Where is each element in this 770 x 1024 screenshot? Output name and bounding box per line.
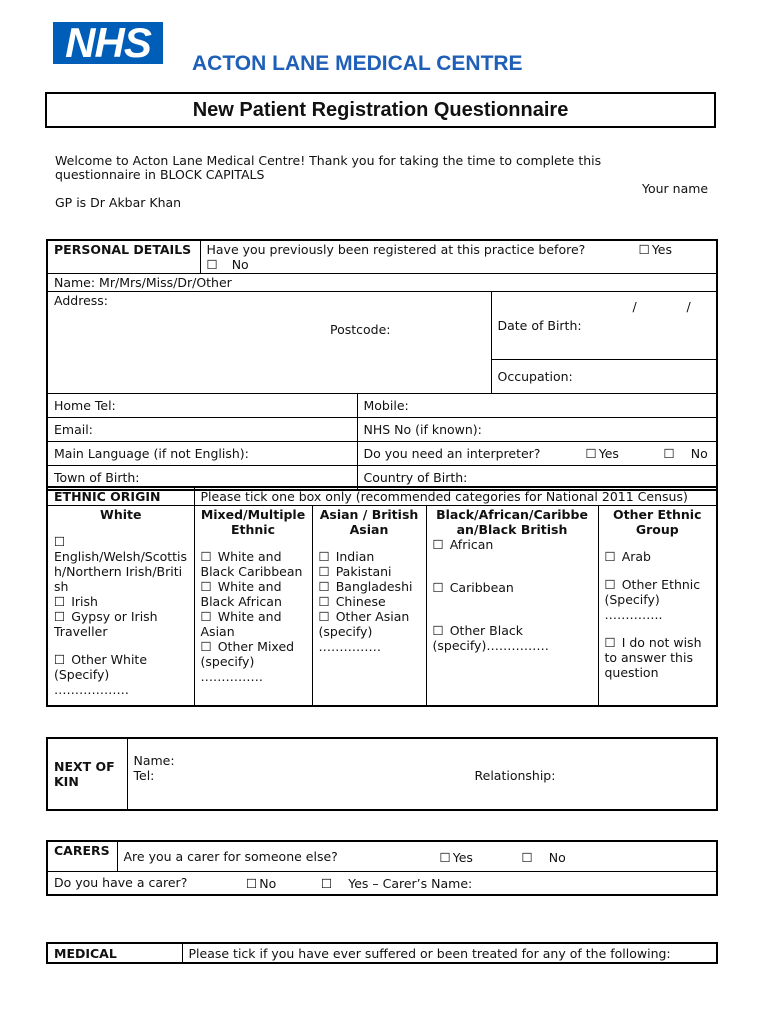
ethnic-column-other bbox=[598, 506, 717, 706]
welcome-text-line2: questionnaire in BLOCK CAPITALS bbox=[55, 167, 265, 182]
ethnic-option[interactable]: ☐ African bbox=[432, 537, 494, 552]
prev-registered-cell bbox=[200, 240, 717, 274]
mobile-field[interactable]: Mobile: bbox=[357, 394, 717, 418]
dob-separator: / bbox=[632, 299, 637, 314]
checkbox-icon[interactable]: ☐ bbox=[321, 875, 333, 891]
ethnic-option[interactable]: ☐ Bangladeshi bbox=[318, 579, 413, 594]
country-of-birth-field[interactable]: Country of Birth: bbox=[357, 466, 717, 490]
nhs-number-field[interactable]: NHS No (if known): bbox=[357, 418, 717, 442]
prev-registered-yes-option[interactable]: ☐ Yes bbox=[638, 242, 673, 257]
ethnic-origin-table bbox=[46, 486, 718, 707]
checkbox-icon[interactable]: ☐ bbox=[432, 537, 444, 552]
checkbox-icon[interactable]: ☐ bbox=[54, 534, 66, 549]
checkbox-icon[interactable]: ☐ bbox=[432, 580, 444, 595]
dob-field[interactable] bbox=[491, 292, 717, 360]
ethnic-option[interactable]: ☐ Other Mixed (specify) …………… bbox=[200, 639, 295, 684]
have-carer-question: Do you have a carer? bbox=[54, 875, 188, 891]
ethnic-option[interactable]: ☐ I do not wish to answer this question bbox=[604, 635, 702, 680]
checkbox-icon[interactable]: ☐ bbox=[521, 850, 533, 865]
carer-for-yes-option[interactable]: ☐ Yes bbox=[439, 850, 473, 865]
ethnic-option[interactable]: ☐ Caribbean bbox=[432, 580, 514, 595]
ethnic-column-header: White bbox=[100, 507, 142, 522]
checkbox-icon[interactable]: ☐ bbox=[200, 549, 212, 564]
have-carer-no-option[interactable]: ☐ No bbox=[246, 875, 277, 891]
interpreter-question: Do you need an interpreter? bbox=[363, 446, 541, 461]
checkbox-icon[interactable]: ☐ bbox=[604, 577, 616, 592]
checkbox-icon[interactable]: ☐ bbox=[246, 875, 258, 891]
occupation-field[interactable]: Occupation: bbox=[491, 360, 717, 394]
ethnic-column-header: Black/African/Caribbean/Black British bbox=[436, 507, 588, 537]
checkbox-icon[interactable]: ☐ bbox=[200, 639, 212, 654]
ethnic-option[interactable]: ☐ White and Black African bbox=[200, 579, 282, 609]
ethnic-origin-heading: ETHNIC ORIGIN bbox=[47, 487, 194, 506]
ethnic-column-mixed bbox=[194, 506, 312, 706]
checkbox-icon[interactable]: ☐ bbox=[638, 242, 650, 257]
next-of-kin-heading: NEXT OF KIN bbox=[47, 738, 127, 810]
checkbox-icon[interactable]: ☐ bbox=[200, 579, 212, 594]
checkbox-icon[interactable]: ☐ bbox=[318, 609, 330, 624]
carers-table bbox=[46, 840, 718, 896]
ethnic-option[interactable]: ☐ Indian bbox=[318, 549, 375, 564]
checkbox-icon[interactable]: ☐ bbox=[663, 446, 675, 461]
carer-for-someone-cell bbox=[117, 841, 717, 871]
checkbox-icon[interactable]: ☐ bbox=[432, 623, 444, 638]
centre-name: ACTON LANE MEDICAL CENTRE bbox=[192, 52, 523, 75]
your-name-label: Your name bbox=[642, 181, 709, 196]
prev-registered-question: Have you previously been registered at this practice before? bbox=[206, 242, 586, 257]
ethnic-instruction: Please tick one box only (recommended categories for National 2011 Census) bbox=[194, 487, 717, 506]
kin-relationship-label: Relationship: bbox=[474, 768, 556, 783]
medical-heading: MEDICAL bbox=[47, 943, 182, 963]
ethnic-column-header: Other Ethnic Group bbox=[613, 507, 702, 537]
checkbox-icon[interactable]: ☐ bbox=[318, 549, 330, 564]
interpreter-no-option[interactable]: ☐ No bbox=[663, 446, 708, 461]
home-tel-field[interactable]: Home Tel: bbox=[47, 394, 357, 418]
email-field[interactable]: Email: bbox=[47, 418, 357, 442]
ethnic-column-asian bbox=[312, 506, 426, 706]
checkbox-icon[interactable]: ☐ bbox=[200, 609, 212, 624]
kin-name-label: Name: bbox=[133, 753, 175, 768]
personal-details-heading: PERSONAL DETAILS bbox=[47, 240, 200, 274]
ethnic-option[interactable]: ☐ White and Black Caribbean bbox=[200, 549, 303, 579]
welcome-text-line1: Welcome to Acton Lane Medical Centre! Thank you for taking the time to complete this bbox=[55, 153, 602, 168]
checkbox-icon[interactable]: ☐ bbox=[604, 549, 616, 564]
interpreter-yes-option[interactable]: ☐ Yes bbox=[585, 446, 619, 461]
ethnic-option[interactable]: ☐ Arab bbox=[604, 549, 651, 564]
checkbox-icon[interactable]: ☐ bbox=[439, 850, 451, 865]
dob-label: Date of Birth: bbox=[497, 318, 582, 333]
checkbox-icon[interactable]: ☐ bbox=[54, 652, 66, 667]
ethnic-option[interactable]: ☐ White and Asian bbox=[200, 609, 282, 639]
name-field[interactable]: Name: Mr/Mrs/Miss/Dr/Other bbox=[47, 274, 717, 292]
ethnic-column-white bbox=[47, 506, 194, 706]
ethnic-option[interactable]: ☐ Chinese bbox=[318, 594, 386, 609]
interpreter-field bbox=[357, 442, 717, 466]
next-of-kin-fields[interactable] bbox=[127, 738, 717, 810]
personal-details-table bbox=[46, 239, 718, 491]
ethnic-option[interactable]: ☐ Other Asian (specify) …………… bbox=[318, 609, 410, 654]
ethnic-column-black bbox=[426, 506, 598, 706]
carer-for-question: Are you a carer for someone else? bbox=[123, 848, 338, 864]
next-of-kin-table bbox=[46, 737, 718, 811]
ethnic-option[interactable]: ☐ Gypsy or Irish Traveller bbox=[54, 609, 158, 639]
checkbox-icon[interactable]: ☐ bbox=[585, 446, 597, 461]
ethnic-option[interactable]: ☐ Other Black (specify)…………… bbox=[432, 623, 549, 653]
carer-for-no-option[interactable]: ☐ No bbox=[521, 850, 566, 865]
checkbox-icon[interactable]: ☐ bbox=[318, 579, 330, 594]
address-label: Address: bbox=[54, 293, 108, 308]
ethnic-column-header: Asian / British Asian bbox=[319, 507, 419, 537]
nhs-logo: NHS bbox=[53, 22, 163, 64]
checkbox-icon[interactable]: ☐ bbox=[206, 257, 218, 272]
form-title: New Patient Registration Questionnaire bbox=[45, 92, 716, 128]
have-carer-yes-option[interactable]: ☐ Yes – Carer’s Name: bbox=[321, 875, 473, 891]
medical-table bbox=[46, 942, 718, 964]
ethnic-option[interactable]: ☐ English/Welsh/Scottish/Northern Irish/British bbox=[54, 534, 188, 594]
ethnic-option[interactable]: ☐ Other White (Specify) ……………… bbox=[54, 652, 148, 697]
dob-separator: / bbox=[686, 299, 691, 314]
medical-instruction: Please tick if you have ever suffered or been treated for any of the following: bbox=[182, 943, 717, 963]
ethnic-column-header: Mixed/Multiple Ethnic bbox=[200, 507, 306, 537]
address-field[interactable] bbox=[47, 292, 491, 394]
checkbox-icon[interactable]: ☐ bbox=[318, 594, 330, 609]
ethnic-option[interactable]: ☐ Other Ethnic (Specify) ………….. bbox=[604, 577, 701, 622]
prev-registered-no-option[interactable]: No bbox=[231, 257, 249, 272]
postcode-label: Postcode: bbox=[330, 322, 391, 337]
ethnic-option[interactable]: ☐ Irish bbox=[54, 594, 98, 609]
checkbox-icon[interactable]: ☐ bbox=[54, 594, 66, 609]
checkbox-icon[interactable]: ☐ bbox=[318, 564, 330, 579]
checkbox-icon[interactable]: ☐ bbox=[604, 635, 616, 650]
have-carer-cell bbox=[47, 871, 717, 895]
carers-heading: CARERS bbox=[47, 841, 117, 871]
town-of-birth-field[interactable]: Town of Birth: bbox=[47, 466, 357, 490]
kin-tel-label: Tel: bbox=[133, 768, 155, 783]
main-language-field[interactable]: Main Language (if not English): bbox=[47, 442, 357, 466]
checkbox-icon[interactable]: ☐ bbox=[54, 609, 66, 624]
ethnic-option[interactable]: ☐ Pakistani bbox=[318, 564, 392, 579]
gp-name: GP is Dr Akbar Khan bbox=[55, 195, 182, 210]
